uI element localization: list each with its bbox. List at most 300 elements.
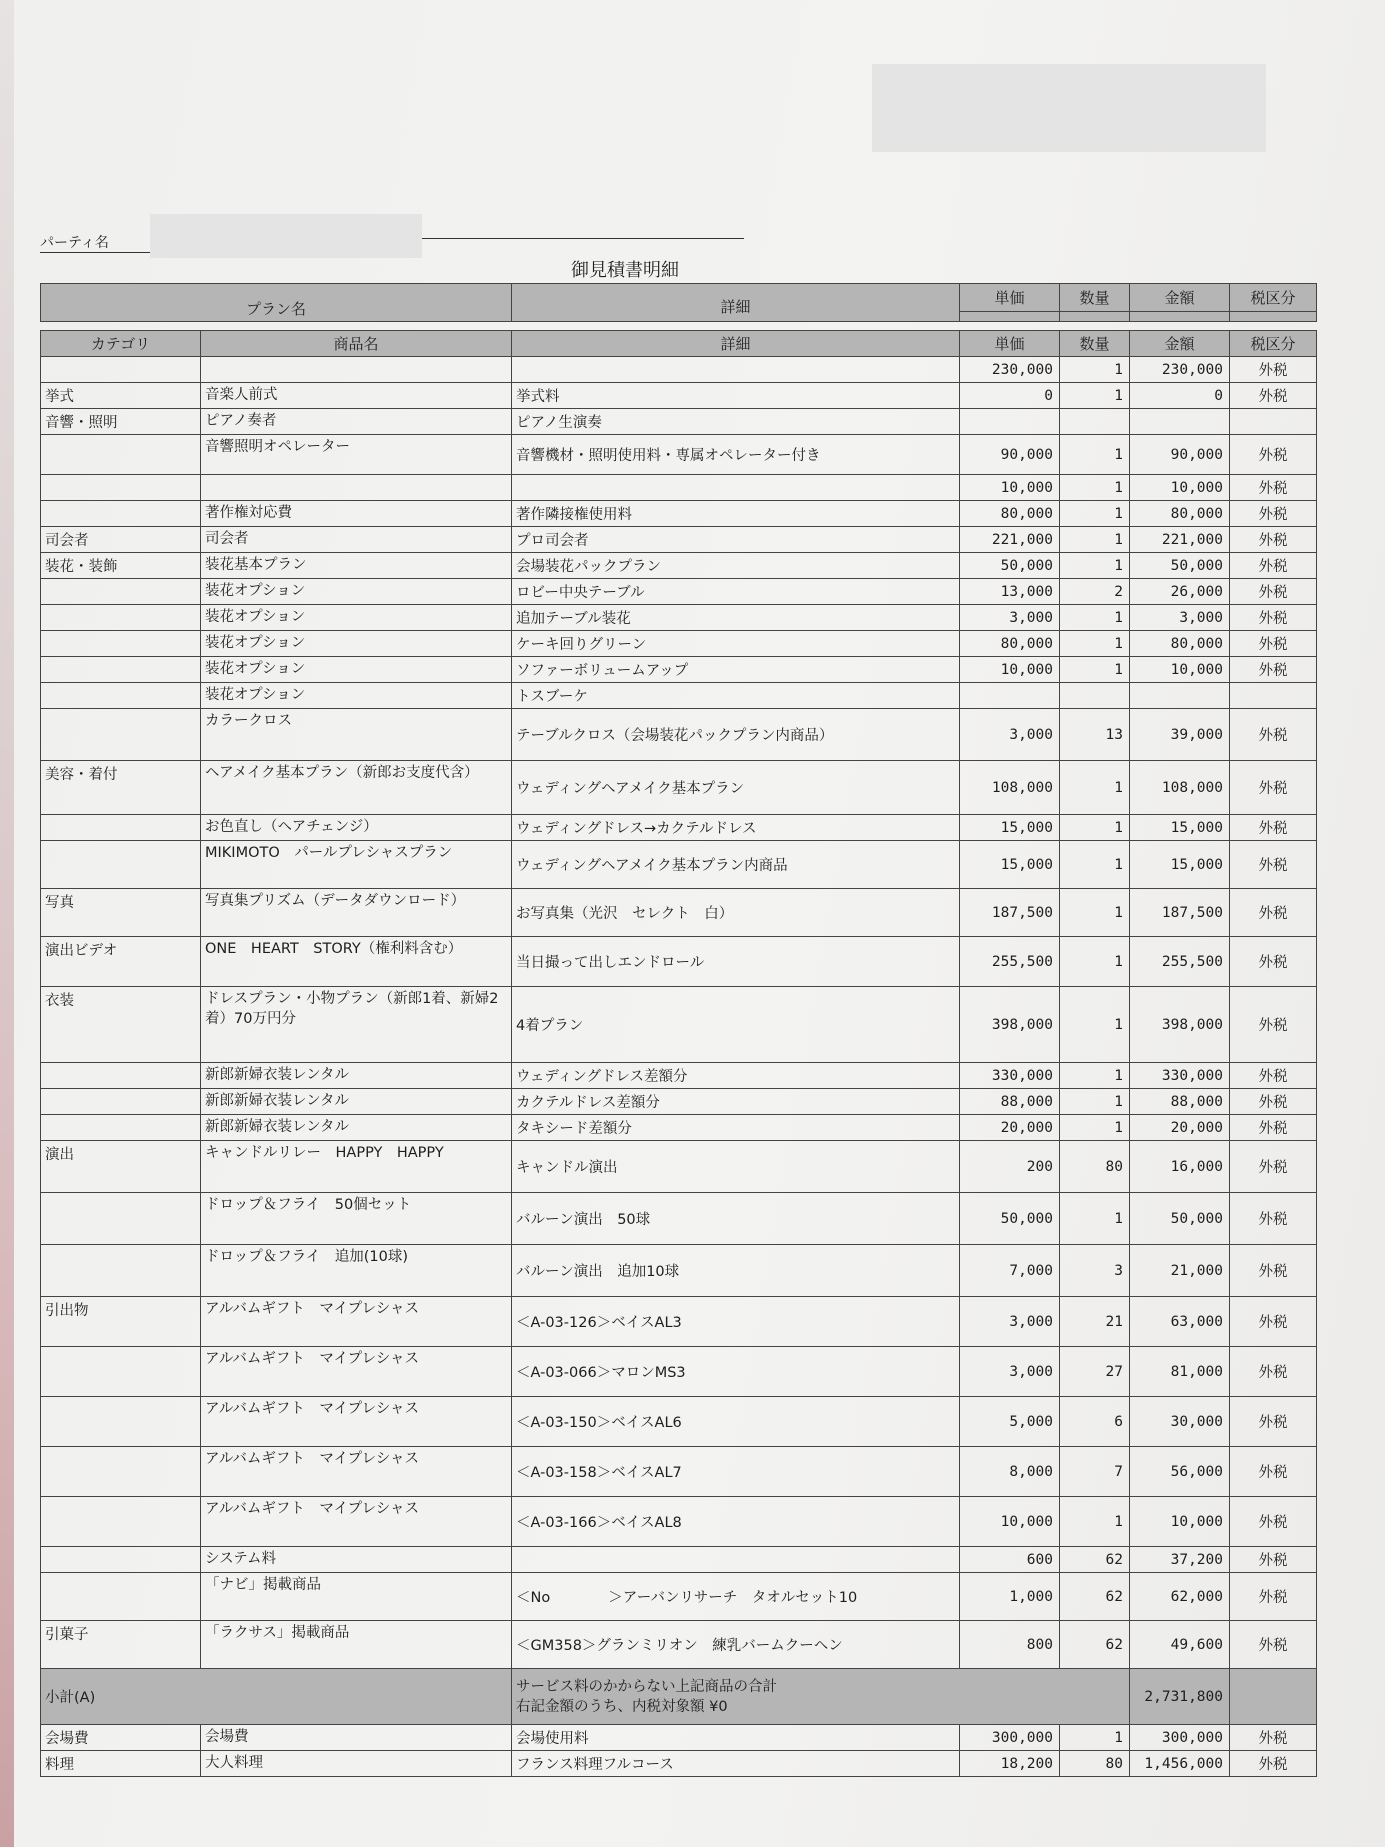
category-cell (41, 683, 201, 709)
unit-price-cell: 398,000 (960, 987, 1060, 1063)
unit-price-cell: 187,500 (960, 889, 1060, 937)
product-cell: アルバムギフト マイプレシャス (201, 1447, 512, 1497)
qty-cell: 62 (1060, 1573, 1130, 1621)
detail-cell: ＜A-03-166＞ベイスAL8 (512, 1497, 960, 1547)
tax-cell: 外税 (1230, 357, 1317, 383)
amount-cell: 26,000 (1130, 579, 1230, 605)
detail-cell: プロ司会者 (512, 527, 960, 553)
detail-cell: タキシード差額分 (512, 1115, 960, 1141)
table-row (41, 1141, 1317, 1193)
amount-cell: 187,500 (1130, 889, 1230, 937)
qty-cell: 62 (1060, 1547, 1130, 1573)
qty-cell: 6 (1060, 1397, 1130, 1447)
detail-cell: お写真集（光沢 セレクト 白） (512, 889, 960, 937)
product-cell: 新郎新婦衣装レンタル (201, 1115, 512, 1141)
unit-price-cell: 3,000 (960, 709, 1060, 761)
detail-cell: カクテルドレス差額分 (512, 1089, 960, 1115)
tax-cell: 外税 (1230, 841, 1317, 889)
table-row (41, 1751, 1317, 1777)
qty-cell: 1 (1060, 815, 1130, 841)
col-product: 商品名 (201, 331, 512, 357)
product-cell: ピアノ奏者 (201, 409, 512, 435)
product-cell: システム料 (201, 1547, 512, 1573)
qty-cell: 1 (1060, 987, 1130, 1063)
detail-cell: バルーン演出 追加10球 (512, 1245, 960, 1297)
qty-cell: 1 (1060, 501, 1130, 527)
unit-price-cell: 10,000 (960, 475, 1060, 501)
table-row (41, 841, 1317, 889)
subtotal-amount: 2,731,800 (1130, 1669, 1230, 1725)
amount-cell (1130, 409, 1230, 435)
table-row (41, 987, 1317, 1063)
header-unit-price: 単価 (960, 284, 1060, 312)
qty-cell: 1 (1060, 475, 1130, 501)
category-cell: 装花・装飾 (41, 553, 201, 579)
qty-cell: 2 (1060, 579, 1130, 605)
tax-cell: 外税 (1230, 1497, 1317, 1547)
unit-price-cell: 600 (960, 1547, 1060, 1573)
unit-price-cell: 230,000 (960, 357, 1060, 383)
detail-cell: ピアノ生演奏 (512, 409, 960, 435)
category-cell (41, 815, 201, 841)
unit-price-cell: 50,000 (960, 1193, 1060, 1245)
table-row (41, 1347, 1317, 1397)
amount-cell: 255,500 (1130, 937, 1230, 987)
amount-cell: 221,000 (1130, 527, 1230, 553)
party-name-label: パーティ名 (40, 235, 109, 251)
category-cell (41, 841, 201, 889)
tax-cell: 外税 (1230, 1089, 1317, 1115)
detail-cell: ウェディングドレス→カクテルドレス (512, 815, 960, 841)
amount-cell: 398,000 (1130, 987, 1230, 1063)
tax-cell: 外税 (1230, 937, 1317, 987)
product-cell: 装花オプション (201, 631, 512, 657)
product-cell (201, 357, 512, 383)
table-row (41, 1193, 1317, 1245)
unit-price-cell: 50,000 (960, 553, 1060, 579)
amount-cell: 330,000 (1130, 1063, 1230, 1089)
detail-cell: 挙式料 (512, 383, 960, 409)
category-cell (41, 1547, 201, 1573)
subtotal-note-line1: サービス料のかからない上記商品の合計 (516, 1678, 777, 1695)
table-row (41, 579, 1317, 605)
tax-cell: 外税 (1230, 1447, 1317, 1497)
category-cell (41, 1573, 201, 1621)
unit-price-cell: 8,000 (960, 1447, 1060, 1497)
unit-price-cell: 18,200 (960, 1751, 1060, 1777)
qty-cell: 1 (1060, 527, 1130, 553)
product-cell: ドロップ＆フライ 50個セット (201, 1193, 512, 1245)
category-cell (41, 1397, 201, 1447)
unit-price-cell: 15,000 (960, 841, 1060, 889)
table-row (41, 657, 1317, 683)
tax-cell: 外税 (1230, 1751, 1317, 1777)
category-cell: 演出ビデオ (41, 937, 201, 987)
header-qty: 数量 (1060, 284, 1130, 312)
tax-cell: 外税 (1230, 501, 1317, 527)
product-cell: 会場費 (201, 1725, 512, 1751)
category-cell (41, 1193, 201, 1245)
product-cell: MIKIMOTO パールプレシャスプラン (201, 841, 512, 889)
qty-cell: 1 (1060, 841, 1130, 889)
product-cell: 「ナビ」掲載商品 (201, 1573, 512, 1621)
tax-cell: 外税 (1230, 631, 1317, 657)
unit-price-cell: 90,000 (960, 435, 1060, 475)
product-cell: 音楽人前式 (201, 383, 512, 409)
detail-cell: 会場装花パックプラン (512, 553, 960, 579)
table-row (41, 475, 1317, 501)
unit-price-cell (960, 683, 1060, 709)
amount-cell: 15,000 (1130, 815, 1230, 841)
unit-price-cell: 200 (960, 1141, 1060, 1193)
category-cell (41, 657, 201, 683)
amount-cell: 56,000 (1130, 1447, 1230, 1497)
qty-cell: 27 (1060, 1347, 1130, 1397)
col-detail: 詳細 (512, 331, 960, 357)
tax-cell: 外税 (1230, 435, 1317, 475)
table-row (41, 1497, 1317, 1547)
product-cell: 大人料理 (201, 1751, 512, 1777)
product-cell: 装花オプション (201, 579, 512, 605)
qty-cell: 1 (1060, 383, 1130, 409)
party-name-underline (40, 252, 150, 253)
table-row (41, 709, 1317, 761)
amount-cell: 30,000 (1130, 1397, 1230, 1447)
qty-cell: 1 (1060, 761, 1130, 815)
category-cell: 挙式 (41, 383, 201, 409)
table-row (41, 1115, 1317, 1141)
unit-price-cell: 1,000 (960, 1573, 1060, 1621)
qty-cell: 62 (1060, 1621, 1130, 1669)
category-cell (41, 709, 201, 761)
amount-cell: 50,000 (1130, 1193, 1230, 1245)
table-row (41, 553, 1317, 579)
subtotal-tax (1230, 1669, 1317, 1725)
category-cell (41, 579, 201, 605)
detail-cell: ＜A-03-158＞ベイスAL7 (512, 1447, 960, 1497)
product-cell: 音響照明オペレーター (201, 435, 512, 475)
table-row (41, 1063, 1317, 1089)
amount-cell: 16,000 (1130, 1141, 1230, 1193)
qty-cell: 1 (1060, 1115, 1130, 1141)
unit-price-cell: 80,000 (960, 631, 1060, 657)
subtotal-row (41, 1669, 1317, 1725)
amount-cell: 37,200 (1130, 1547, 1230, 1573)
tax-cell: 外税 (1230, 1141, 1317, 1193)
table-row (41, 501, 1317, 527)
unit-price-cell: 10,000 (960, 1497, 1060, 1547)
category-cell: 演出 (41, 1141, 201, 1193)
tax-cell: 外税 (1230, 527, 1317, 553)
col-qty: 数量 (1060, 331, 1130, 357)
unit-price-cell: 330,000 (960, 1063, 1060, 1089)
detail-cell: ケーキ回りグリーン (512, 631, 960, 657)
category-cell (41, 1089, 201, 1115)
qty-cell: 1 (1060, 553, 1130, 579)
subtotal-note (512, 1669, 1130, 1725)
qty-cell: 1 (1060, 657, 1130, 683)
unit-price-cell: 13,000 (960, 579, 1060, 605)
header-amount: 金額 (1130, 284, 1230, 312)
amount-cell: 1,456,000 (1130, 1751, 1230, 1777)
unit-price-cell: 5,000 (960, 1397, 1060, 1447)
category-cell (41, 605, 201, 631)
amount-cell: 108,000 (1130, 761, 1230, 815)
amount-cell: 10,000 (1130, 475, 1230, 501)
product-cell: 著作権対応費 (201, 501, 512, 527)
detail-cell: バルーン演出 50球 (512, 1193, 960, 1245)
qty-cell: 1 (1060, 937, 1130, 987)
category-cell: 料理 (41, 1751, 201, 1777)
amount-cell: 15,000 (1130, 841, 1230, 889)
tax-cell: 外税 (1230, 1621, 1317, 1669)
category-cell: 音響・照明 (41, 409, 201, 435)
product-cell: ONE HEART STORY（権利料含む） (201, 937, 512, 987)
qty-cell: 21 (1060, 1297, 1130, 1347)
tax-cell: 外税 (1230, 1193, 1317, 1245)
tax-cell: 外税 (1230, 579, 1317, 605)
amount-cell: 88,000 (1130, 1089, 1230, 1115)
qty-cell: 1 (1060, 631, 1130, 657)
party-name-redacted (150, 214, 422, 258)
category-cell: 引出物 (41, 1297, 201, 1347)
qty-cell: 7 (1060, 1447, 1130, 1497)
qty-cell: 80 (1060, 1141, 1130, 1193)
amount-cell: 63,000 (1130, 1297, 1230, 1347)
qty-cell: 1 (1060, 889, 1130, 937)
table-row (41, 527, 1317, 553)
tax-cell: 外税 (1230, 383, 1317, 409)
qty-cell (1060, 409, 1130, 435)
header-tax: 税区分 (1230, 284, 1317, 312)
table-row (41, 937, 1317, 987)
tax-cell: 外税 (1230, 1725, 1317, 1751)
tax-cell: 外税 (1230, 657, 1317, 683)
tax-cell: 外税 (1230, 553, 1317, 579)
header-detail: 詳細 (512, 284, 960, 322)
tax-cell: 外税 (1230, 987, 1317, 1063)
amount-cell: 49,600 (1130, 1621, 1230, 1669)
amount-cell: 10,000 (1130, 1497, 1230, 1547)
amount-cell: 21,000 (1130, 1245, 1230, 1297)
category-cell: 会場費 (41, 1725, 201, 1751)
category-cell (41, 631, 201, 657)
table-row (41, 1245, 1317, 1297)
category-cell: 引菓子 (41, 1621, 201, 1669)
product-cell: 装花オプション (201, 605, 512, 631)
subtotal-note-line2: 右記金額のうち、内税対象額 ¥0 (516, 1698, 728, 1715)
amount-cell: 20,000 (1130, 1115, 1230, 1141)
unit-price-cell: 300,000 (960, 1725, 1060, 1751)
table-row (41, 1297, 1317, 1347)
detail-cell: 会場使用料 (512, 1725, 960, 1751)
amount-cell: 300,000 (1130, 1725, 1230, 1751)
detail-cell: ＜A-03-126＞ベイスAL3 (512, 1297, 960, 1347)
category-cell (41, 501, 201, 527)
category-cell (41, 357, 201, 383)
tax-cell: 外税 (1230, 1547, 1317, 1573)
estimate-detail-table (40, 330, 1317, 1777)
col-unit-price: 単価 (960, 331, 1060, 357)
unit-price-cell: 221,000 (960, 527, 1060, 553)
amount-cell: 10,000 (1130, 657, 1230, 683)
table-row (41, 1447, 1317, 1497)
detail-cell: テーブルクロス（会場装花パックプラン内商品） (512, 709, 960, 761)
category-cell: 司会者 (41, 527, 201, 553)
tax-cell: 外税 (1230, 1245, 1317, 1297)
qty-cell: 1 (1060, 1089, 1130, 1115)
detail-cell (512, 1547, 960, 1573)
product-cell: 司会者 (201, 527, 512, 553)
table-row (41, 1573, 1317, 1621)
amount-cell: 81,000 (1130, 1347, 1230, 1397)
detail-cell: ウェディングヘアメイク基本プラン (512, 761, 960, 815)
amount-cell: 80,000 (1130, 501, 1230, 527)
detail-cell (512, 357, 960, 383)
product-cell: 装花基本プラン (201, 553, 512, 579)
tax-cell: 外税 (1230, 1297, 1317, 1347)
amount-cell: 0 (1130, 383, 1230, 409)
detail-cell: 追加テーブル装花 (512, 605, 960, 631)
qty-cell: 1 (1060, 435, 1130, 475)
unit-price-cell: 3,000 (960, 1297, 1060, 1347)
qty-cell: 1 (1060, 1063, 1130, 1089)
amount-cell: 90,000 (1130, 435, 1230, 475)
table-row (41, 409, 1317, 435)
tax-cell: 外税 (1230, 815, 1317, 841)
amount-cell (1130, 683, 1230, 709)
unit-price-cell: 0 (960, 383, 1060, 409)
table-row (41, 1547, 1317, 1573)
table-row (41, 435, 1317, 475)
tax-cell: 外税 (1230, 605, 1317, 631)
product-cell: ドレスプラン・小物プラン（新郎1着、新婦2着）70万円分 (201, 987, 512, 1063)
qty-cell: 1 (1060, 1725, 1130, 1751)
qty-cell: 1 (1060, 1193, 1130, 1245)
unit-price-cell (960, 409, 1060, 435)
amount-cell: 80,000 (1130, 631, 1230, 657)
category-cell (41, 475, 201, 501)
tax-cell: 外税 (1230, 1397, 1317, 1447)
detail-cell: 著作隣接権使用料 (512, 501, 960, 527)
unit-price-cell: 108,000 (960, 761, 1060, 815)
product-cell: キャンドルリレー HAPPY HAPPY (201, 1141, 512, 1193)
qty-cell: 1 (1060, 605, 1130, 631)
product-cell: 装花オプション (201, 657, 512, 683)
party-name-underline-2 (422, 238, 744, 239)
unit-price-cell: 800 (960, 1621, 1060, 1669)
category-cell (41, 1497, 201, 1547)
tax-cell: 外税 (1230, 1347, 1317, 1397)
tax-cell: 外税 (1230, 1115, 1317, 1141)
category-cell: 美容・着付 (41, 761, 201, 815)
qty-cell: 1 (1060, 357, 1130, 383)
product-cell: ドロップ＆フライ 追加(10球) (201, 1245, 512, 1297)
table-row (41, 383, 1317, 409)
detail-cell: 当日撮って出しエンドロール (512, 937, 960, 987)
amount-cell: 50,000 (1130, 553, 1230, 579)
table-row (41, 605, 1317, 631)
category-cell (41, 1347, 201, 1397)
col-category: カテゴリ (41, 331, 201, 357)
table-row (41, 631, 1317, 657)
subtotal-label: 小計(A) (41, 1669, 512, 1725)
table-row (41, 1725, 1317, 1751)
detail-cell: ウェディングドレス差額分 (512, 1063, 960, 1089)
product-cell: アルバムギフト マイプレシャス (201, 1347, 512, 1397)
qty-cell (1060, 683, 1130, 709)
unit-price-cell: 3,000 (960, 605, 1060, 631)
product-cell (201, 475, 512, 501)
qty-cell: 13 (1060, 709, 1130, 761)
unit-price-cell: 88,000 (960, 1089, 1060, 1115)
table-row (41, 761, 1317, 815)
amount-cell: 3,000 (1130, 605, 1230, 631)
detail-cell: 4着プラン (512, 987, 960, 1063)
tax-cell: 外税 (1230, 1063, 1317, 1089)
category-cell (41, 1063, 201, 1089)
detail-cell (512, 475, 960, 501)
redacted-block (872, 64, 1266, 152)
detail-cell: キャンドル演出 (512, 1141, 960, 1193)
category-cell (41, 1447, 201, 1497)
category-cell: 衣装 (41, 987, 201, 1063)
document-title: 御見積書明細 (571, 260, 679, 281)
table-row (41, 1397, 1317, 1447)
table-row (41, 815, 1317, 841)
qty-cell: 80 (1060, 1751, 1130, 1777)
qty-cell: 3 (1060, 1245, 1130, 1297)
product-cell: ヘアメイク基本プラン（新郎お支度代含） (201, 761, 512, 815)
tax-cell: 外税 (1230, 889, 1317, 937)
product-cell: お色直し（ヘアチェンジ） (201, 815, 512, 841)
product-cell: アルバムギフト マイプレシャス (201, 1297, 512, 1347)
detail-cell: ロビー中央テーブル (512, 579, 960, 605)
tax-cell (1230, 409, 1317, 435)
detail-cell: フランス料理フルコース (512, 1751, 960, 1777)
table-row (41, 683, 1317, 709)
col-amount: 金額 (1130, 331, 1230, 357)
unit-price-cell: 20,000 (960, 1115, 1060, 1141)
table-row (41, 357, 1317, 383)
unit-price-cell: 3,000 (960, 1347, 1060, 1397)
qty-cell: 1 (1060, 1497, 1130, 1547)
category-cell (41, 1245, 201, 1297)
detail-cell: ＜A-03-066＞マロンMS3 (512, 1347, 960, 1397)
detail-cell: ウェディングヘアメイク基本プラン内商品 (512, 841, 960, 889)
unit-price-cell: 10,000 (960, 657, 1060, 683)
unit-price-cell: 15,000 (960, 815, 1060, 841)
product-cell: 装花オプション (201, 683, 512, 709)
product-cell: カラークロス (201, 709, 512, 761)
table-row (41, 1089, 1317, 1115)
unit-price-cell: 80,000 (960, 501, 1060, 527)
col-tax: 税区分 (1230, 331, 1317, 357)
product-cell: 写真集プリズム（データダウンロード） (201, 889, 512, 937)
amount-cell: 39,000 (1130, 709, 1230, 761)
summary-header-table (40, 283, 1317, 322)
amount-cell: 62,000 (1130, 1573, 1230, 1621)
detail-cell: ＜A-03-150＞ベイスAL6 (512, 1397, 960, 1447)
detail-cell: ＜No ＞アーバンリサーチ タオルセット10 (512, 1573, 960, 1621)
tax-cell: 外税 (1230, 761, 1317, 815)
detail-cell: トスブーケ (512, 683, 960, 709)
tax-cell: 外税 (1230, 709, 1317, 761)
product-cell: 新郎新婦衣装レンタル (201, 1063, 512, 1089)
header-plan: プラン名 (41, 284, 512, 322)
product-cell: アルバムギフト マイプレシャス (201, 1397, 512, 1447)
tax-cell: 外税 (1230, 475, 1317, 501)
